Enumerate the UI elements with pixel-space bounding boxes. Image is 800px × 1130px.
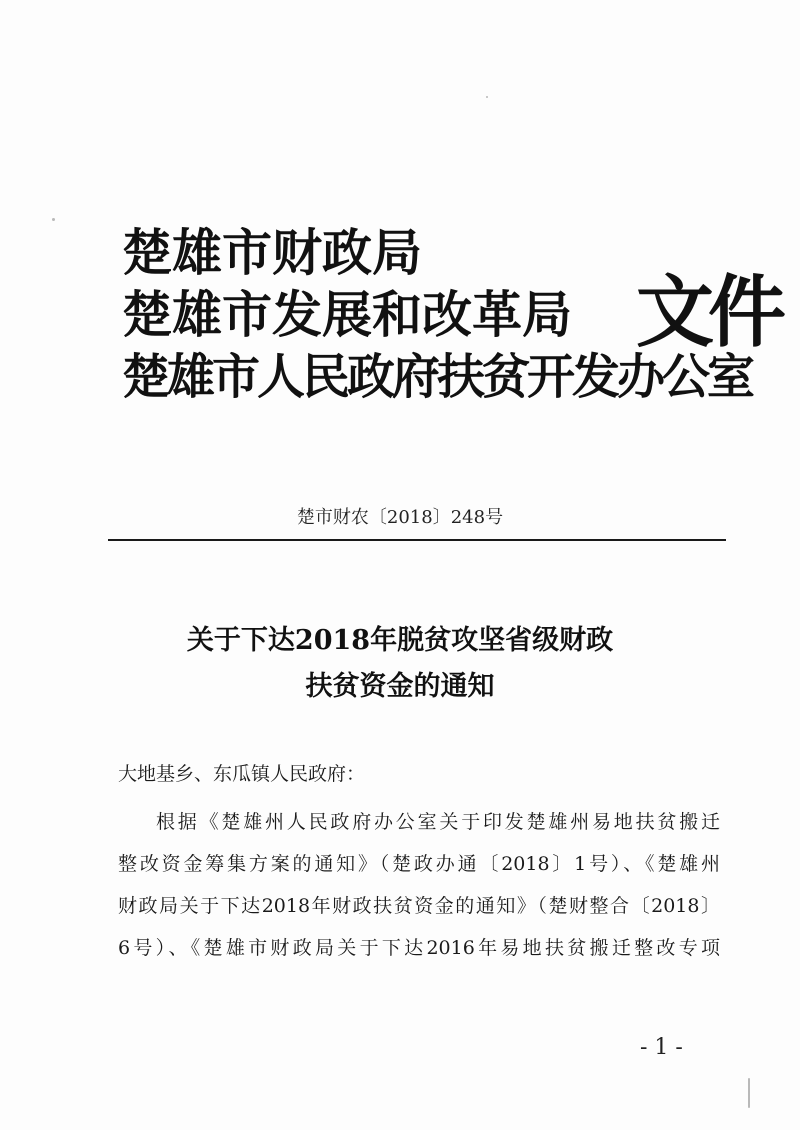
body-line: 6号）、《楚雄市财政局关于下达2016年易地扶贫搬迁整改专项 — [118, 937, 720, 959]
page-number: - 1 - — [640, 1035, 683, 1060]
body-line: 整改资金筹集方案的通知》（楚政办通〔2018〕1号）、《楚雄州 — [118, 853, 720, 875]
header-divider — [108, 539, 726, 541]
scan-speck — [748, 1078, 750, 1108]
document-type-label: 文件 — [636, 267, 781, 358]
agency-development-reform-bureau: 楚雄市发展和改革局 — [122, 285, 572, 344]
title-line-2: 扶贫资金的通知 — [305, 671, 495, 702]
body-line: 根据《楚雄州人民政府办公室关于印发楚雄州易地扶贫搬迁 — [156, 811, 720, 833]
scan-speck — [486, 96, 488, 98]
body-paragraph — [118, 808, 720, 976]
agency-finance-bureau: 楚雄市财政局 — [122, 223, 422, 282]
document-title — [0, 618, 800, 710]
body-line: 财政局关于下达2018年财政扶贫资金的通知》（楚财整合〔2018〕 — [118, 895, 720, 917]
scan-speck — [52, 218, 55, 221]
agency-poverty-alleviation-office: 楚雄市人民政府扶贫开发办公室 — [122, 349, 753, 405]
title-line-1: 关于下达2018年脱贫攻坚省级财政 — [186, 625, 614, 656]
addressee: 大地基乡、东瓜镇人民政府： — [118, 763, 366, 785]
document-number: 楚市财农〔2018〕248号 — [296, 507, 504, 528]
